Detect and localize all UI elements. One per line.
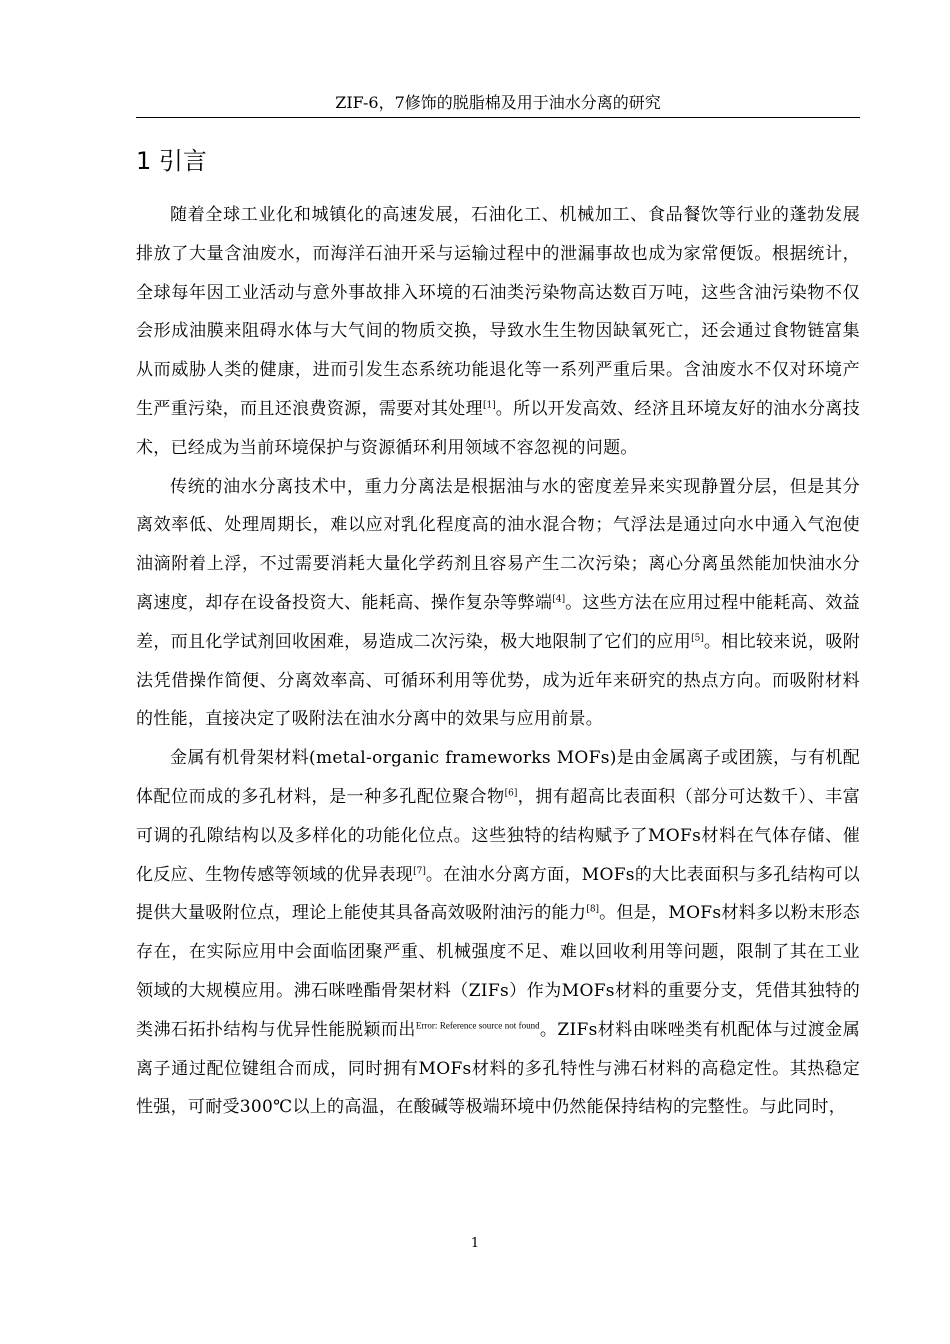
citation-4[interactable]: [4] — [552, 594, 566, 605]
paragraph-2-text-2: 。这些方法在应用过程中能耗高、效益差，而且化学试剂回收困难，易造成二次污染，极大地限制了它们的应用 — [136, 592, 860, 652]
section-title: 1 引言 — [136, 147, 207, 175]
citation-1[interactable]: [1] — [482, 400, 496, 411]
reference-error-marker: Error: Reference source not found — [415, 1020, 540, 1031]
citation-8[interactable]: [8] — [586, 904, 600, 915]
paragraph-2-text-3: 。相比较来说，吸附法凭借操作简便、分离效率高、可循环利用等优势，成为近年来研究的热点方向。而吸附材料的性能，直接决定了吸附法在油水分离中的效果与应用前景。 — [136, 631, 861, 730]
paragraph-1-text-1: 随着全球工业化和城镇化的高速发展，石油化工、机械加工、食品餐饮等行业的蓬勃发展排放了大量含油废水，而海洋石油开采与运输过程中的泄漏事故也成为家常便饭。根据统计，全球每年因工业活动与意外事故排入环境的石油类污染物高达数百万吨，这些含油污染物不仅会形成油膜来阻碍水体与大气间的物质交换，导致水生生物因缺氧死亡，还会通过食物链富集从而威胁人类的健康，进而引发生态系统功能退化等一系列严重后果。含油废水不仅对环境产生严重污染，而且还浪费资源，需要对其处理 — [136, 205, 860, 419]
paragraph-3-text-1: 金属有机骨架材料(metal-organic frameworks MOFs)是由金属离子或团簇，与有机配体配位而成的多孔材料，是一种多孔配位聚合物 — [136, 748, 860, 807]
paragraph-2 — [136, 468, 860, 740]
paragraph-3-text-2: ，拥有超高比表面积（部分可达数千）、丰富可调的孔隙结构以及多样化的功能化位点。这些独特的结构赋予了MOFs材料在气体存储、催化反应、生物传感等领域的优异表现 — [136, 786, 860, 885]
citation-6[interactable]: [6] — [504, 788, 518, 799]
running-header: ZIF-6，7修饰的脱脂棉及用于油水分离的研究 — [136, 92, 860, 118]
paragraph-3-text-4: 。但是，MOFs材料多以粉末形态存在，在实际应用中会面临团聚严重、机械强度不足、难以回收利用等问题，限制了其在工业领域的大规模应用。沸石咪唑酯骨架材料（ZIFs）作为MOFs材料的重要分支，凭借其独特的类沸石拓扑结构与优异性能脱颖而出 — [136, 903, 860, 1040]
paragraph-3-text-5: 。ZIFs材料由咪唑类有机配体与过渡金属离子通过配位键组合而成，同时拥有MOFs材料的多孔特性与沸石材料的高稳定性。其热稳定性强，可耐受300℃以上的高温，在酸碱等极端环境中仍然能保持结构的完整性。与此同时， — [136, 1019, 861, 1118]
citation-7[interactable]: [7] — [413, 865, 426, 876]
body-text — [136, 196, 860, 1127]
paragraph-3 — [136, 739, 860, 1127]
paragraph-1 — [136, 196, 860, 468]
paragraph-1-text-2: 。所以开发高效、经济且环境友好的油水分离技术，已经成为当前环境保护与资源循环利用领域不容忽视的问题。 — [136, 398, 860, 458]
citation-5[interactable]: [5] — [691, 633, 704, 644]
paragraph-3-text-3: 。在油水分离方面，MOFs的大比表面积与多孔结构可以提供大量吸附位点，理论上能使其具备高效吸附油污的能力 — [136, 864, 860, 924]
page-number: 1 — [470, 1236, 480, 1251]
paragraph-2-text-1: 传统的油水分离技术中，重力分离法是根据油与水的密度差异来实现静置分层，但是其分离效率低、处理周期长，难以应对乳化程度高的油水混合物；气浮法是通过向水中通入气泡使油滴附着上浮，不过需要消耗大量化学药剂且容易产生二次污染；离心分离虽然能加快油水分离速度，却存在设备投资大、能耗高、操作复杂等弊端 — [136, 476, 860, 613]
